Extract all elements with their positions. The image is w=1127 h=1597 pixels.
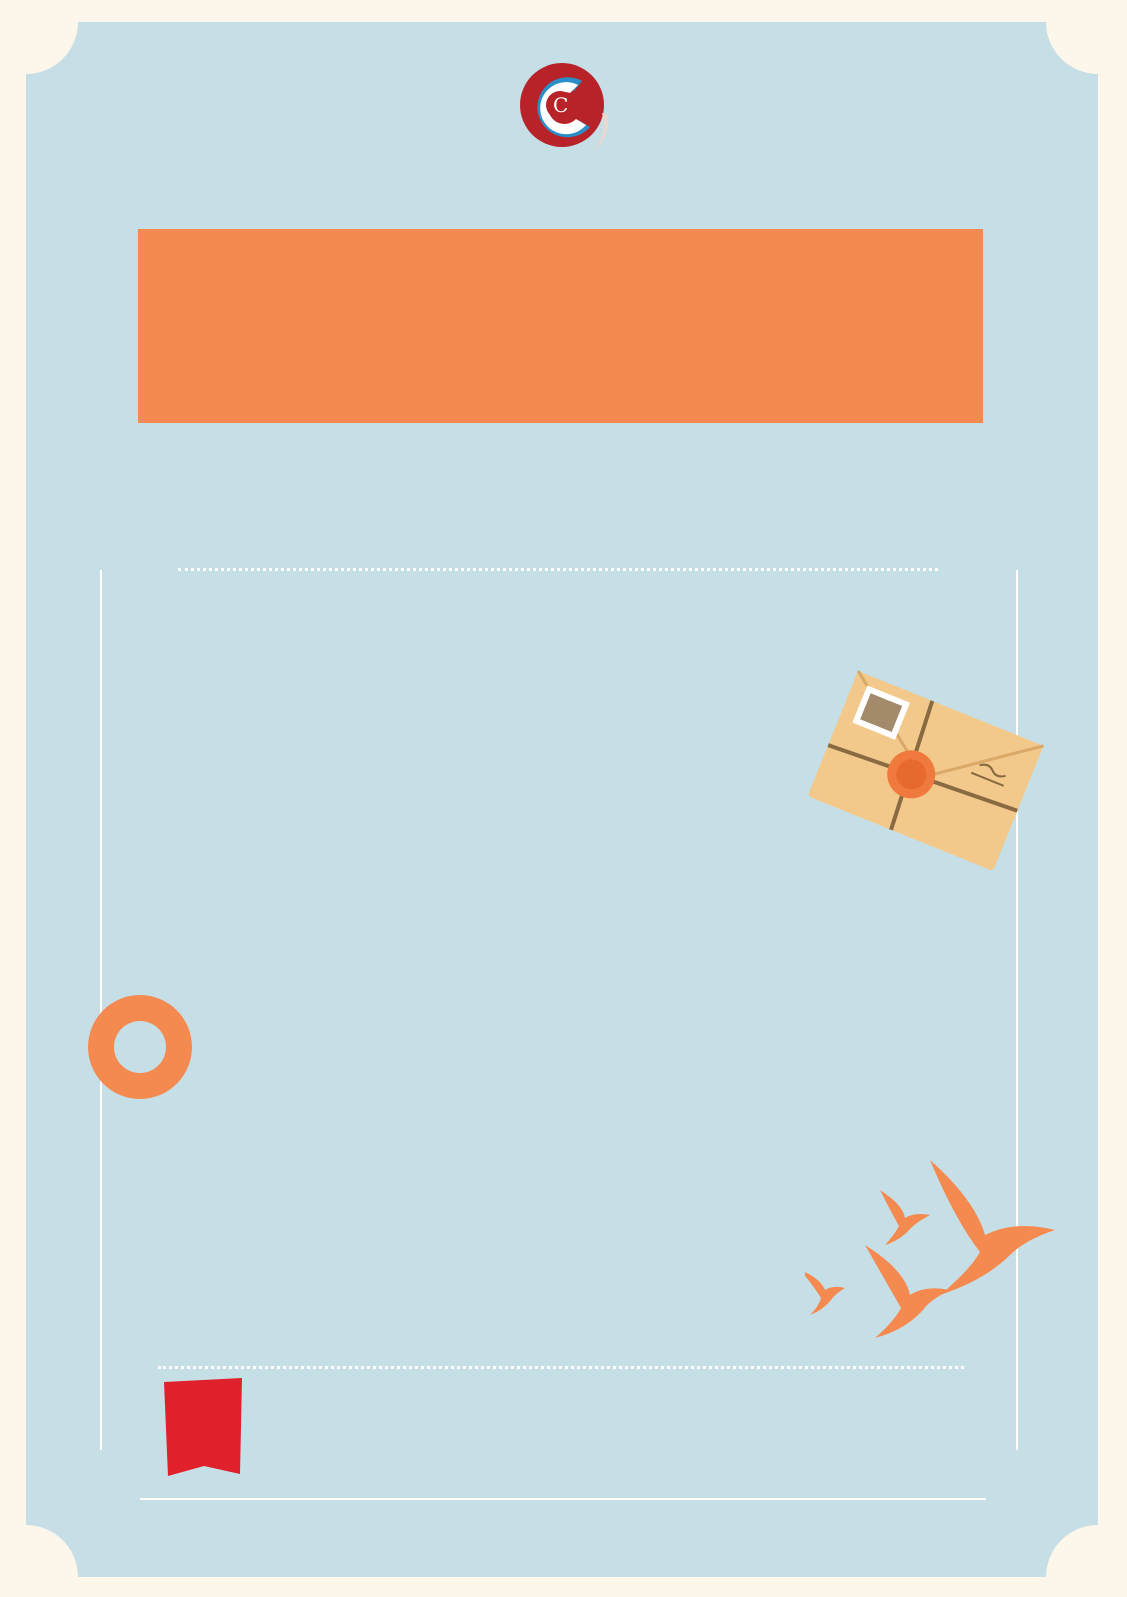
city-logo-icon xyxy=(510,55,620,160)
bottom-rule xyxy=(140,1498,986,1500)
dotted-divider xyxy=(178,568,938,571)
flower-icon xyxy=(45,952,235,1142)
partir-en-livre-logo xyxy=(160,1378,246,1478)
birds-icon xyxy=(805,1160,1075,1370)
svg-text:C: C xyxy=(553,93,569,117)
envelope-icon xyxy=(805,655,1045,880)
dotted-divider-bottom xyxy=(158,1366,964,1369)
title-banner xyxy=(138,229,983,423)
